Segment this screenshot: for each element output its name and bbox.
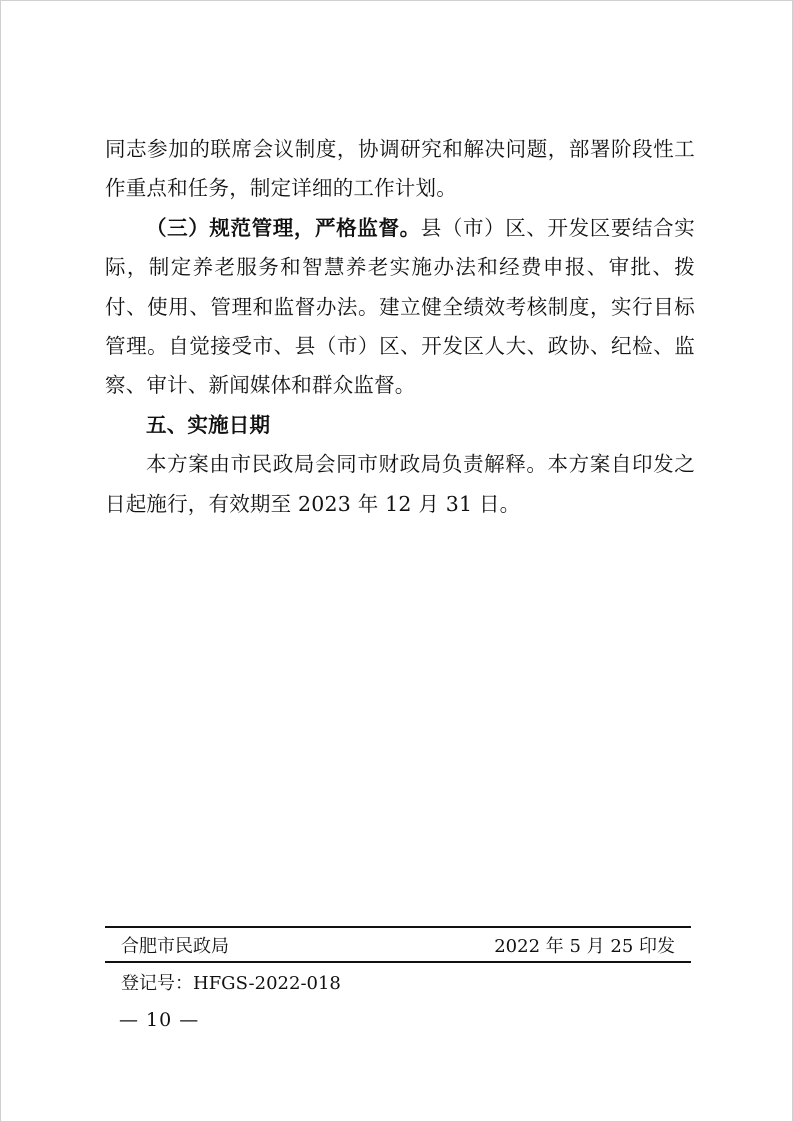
issue-date: 2022 年 5 月 25 印发 <box>494 936 675 957</box>
paragraph-joint-meeting: 同志参加的联席会议制度，协调研究和解决问题，部署阶段性工作重点和任务，制定详细的工作计划。 <box>105 137 695 201</box>
footer-bottom-rule <box>105 961 691 963</box>
footer-issue-row <box>121 932 675 958</box>
registration-number: 登记号：HFGS-2022-018 <box>121 973 341 994</box>
paragraph-supervision-text: 县（市）区、开发区要结合实际，制定养老服务和智慧养老实施办法和经费申报、审批、拨付、使用、管理和监督办法。建立健全绩效考核制度，实行目标管理。自觉接受市、县（市）区、开发区人大、政协、纪检、监察、审计、新闻媒体和群众监督。 <box>105 215 695 398</box>
page-number: — 10 — <box>119 1009 200 1031</box>
footer-top-rule <box>105 926 691 928</box>
paragraph-implementation: 本方案由市民政局会同市财政局负责解释。本方案自印发之日起施行，有效期至 2023 年 12 月 31 日。 <box>105 452 695 516</box>
paragraph-supervision <box>105 209 695 406</box>
document-body <box>105 130 695 524</box>
section-title-implementation-date: 五、实施日期 <box>146 412 271 437</box>
issuer-name: 合肥市民政局 <box>121 936 229 957</box>
subheading-supervision: （三）规范管理，严格监督。 <box>146 215 421 240</box>
